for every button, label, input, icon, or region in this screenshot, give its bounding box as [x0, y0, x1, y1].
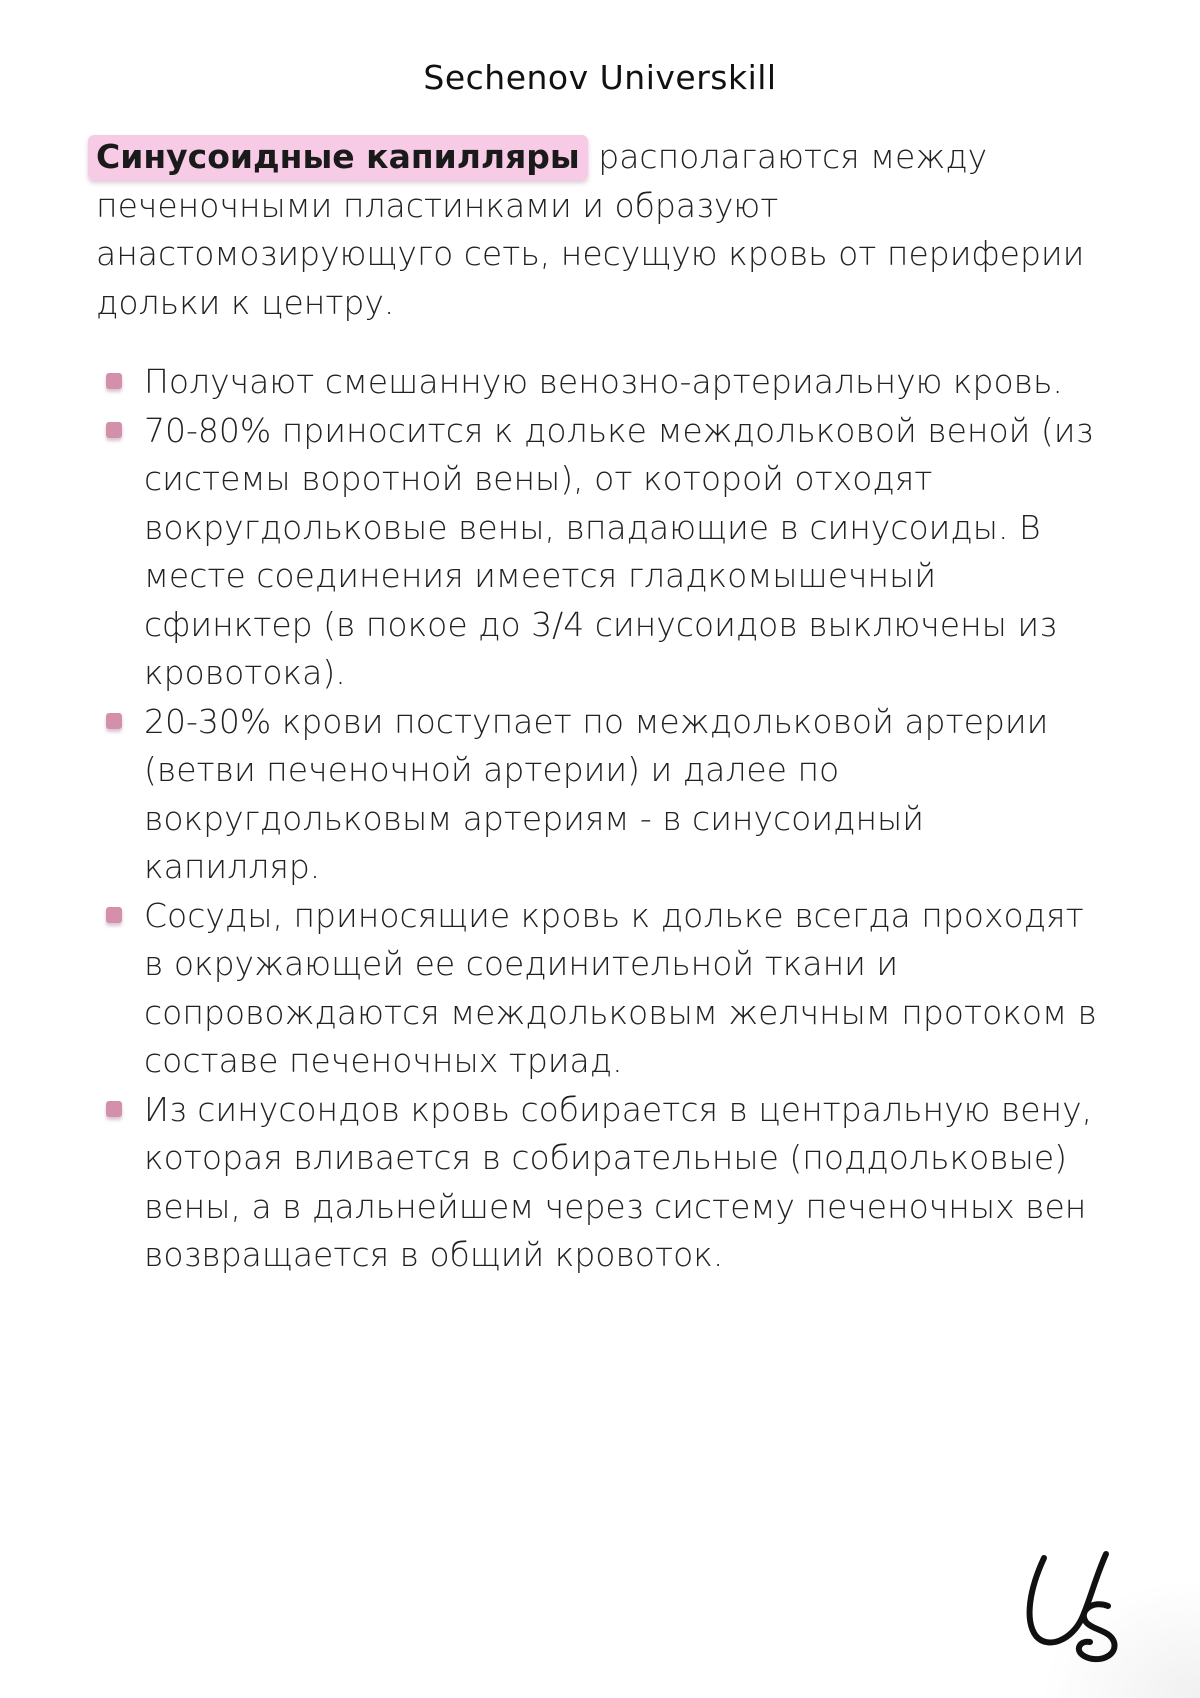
- list-item: [106, 892, 1106, 1086]
- list-item: [106, 407, 1106, 698]
- list-item-text: 70-80% приносится к дольке междольковой веной (из системы воротной вены), от которой отходят вокругдольковые вены, впадающие в синусоиды. В месте соединения имеется гладкомышечный сфинктер (в покое до 3/4 синусоидов выключены из кровотока).: [144, 410, 1094, 692]
- list-item: [106, 1086, 1106, 1280]
- intro-paragraph: [96, 133, 1106, 327]
- bullet-icon: [106, 422, 122, 438]
- universkill-logo-icon: [1022, 1538, 1132, 1668]
- list-item-text: Сосуды, приносящие кровь к дольке всегда проходят в окружающей ее соединительной ткани и сопровождаются междольковым желчным протоком в составе печеночных триад.: [144, 895, 1097, 1080]
- bullet-icon: [106, 373, 122, 389]
- bullet-icon: [106, 1101, 122, 1117]
- list-item: [106, 358, 1106, 407]
- list-item-text: 20-30% крови поступает по междольковой артерии (ветви печеночной артерии) и далее по вокругдольковым артериям - в синусоидный капилляр.: [144, 701, 1049, 886]
- list-item-text: Из синусондов кровь собирается в центральную вену, которая вливается в собирательные (поддольковые) вены, а в дальнейшем через систему печеночных вен возвращается в общий кровоток.: [144, 1089, 1093, 1274]
- page-title: Sechenov Universkill: [423, 58, 777, 97]
- bullet-icon: [106, 713, 122, 729]
- highlighted-term: Синусоидные капилляры: [88, 135, 588, 180]
- list-item: [106, 698, 1106, 892]
- bullet-icon: [106, 907, 122, 923]
- bullet-list: [106, 358, 1106, 1280]
- list-item-text: Получают смешанную венозно-артериальную кровь.: [144, 362, 1063, 401]
- intro-text: располагаются между печеночными пластинками и образуют анастомозирующуго сеть, несущую кровь от периферии дольки к центру.: [96, 137, 1085, 322]
